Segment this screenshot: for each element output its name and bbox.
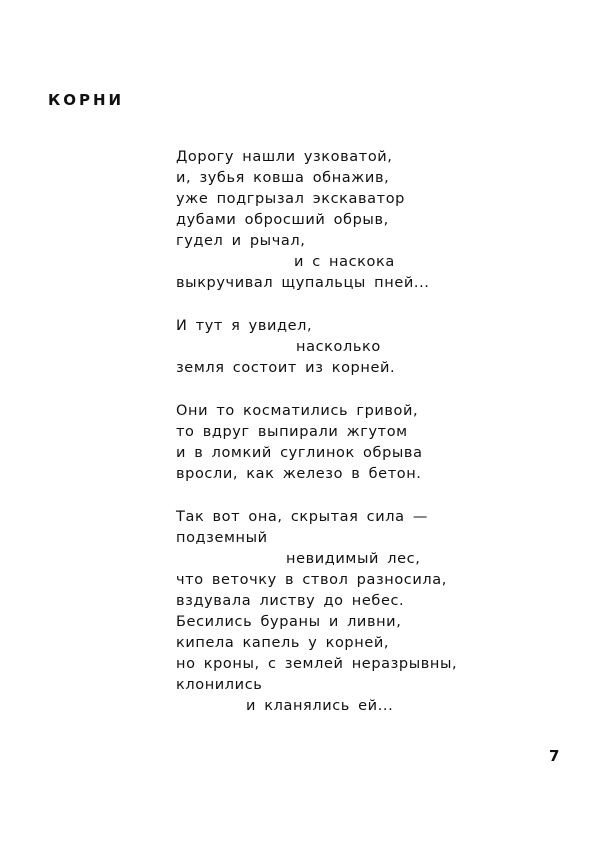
poem-line: гудел и рычал, xyxy=(176,233,306,249)
poem-line: вросли, как железо в бетон. xyxy=(176,466,422,482)
poem-line: Они то косматились гривой, xyxy=(176,403,419,419)
poem-line: Так вот она, скрытая сила — xyxy=(176,509,428,525)
poem-line: клонились xyxy=(176,677,263,693)
poem-line: и в ломкий суглинок обрыва xyxy=(176,445,423,461)
poem-line: и кланялись ей... xyxy=(246,698,394,714)
poem-title: КОРНИ xyxy=(48,91,125,109)
stanza xyxy=(176,316,576,379)
poem-line: уже подгрызал экскаватор xyxy=(176,191,405,207)
poem-line: но кроны, с землей неразрывны, xyxy=(176,656,458,672)
poem-line: что веточку в ствол разносила, xyxy=(176,572,447,588)
poem-line: Бесились бураны и ливни, xyxy=(176,614,402,630)
stanza xyxy=(176,401,576,485)
poem-line: подземный xyxy=(176,530,268,546)
poem-line: кипела капель у корней, xyxy=(176,635,390,651)
poem-line: выкручивал щупальцы пней... xyxy=(176,275,430,291)
poem-line: И тут я увидел, xyxy=(176,318,313,334)
poem-line: и, зубья ковша обнажив, xyxy=(176,170,390,186)
poem-line: и с наскока xyxy=(294,254,395,270)
poem-line: вздувала листву до небес. xyxy=(176,593,405,609)
page-number: 7 xyxy=(549,747,560,765)
poem-body xyxy=(176,147,576,739)
poem-line: дубами обросший обрыв, xyxy=(176,212,389,228)
poem-line: то вдруг выпирали жгутом xyxy=(176,424,408,440)
poem-line: насколько xyxy=(296,339,381,355)
stanza xyxy=(176,147,576,294)
poem-line: невидимый лес, xyxy=(286,551,421,567)
poem-line: Дорогу нашли узковатой, xyxy=(176,149,393,165)
stanza xyxy=(176,507,576,717)
poem-line: земля состоит из корней. xyxy=(176,360,396,376)
